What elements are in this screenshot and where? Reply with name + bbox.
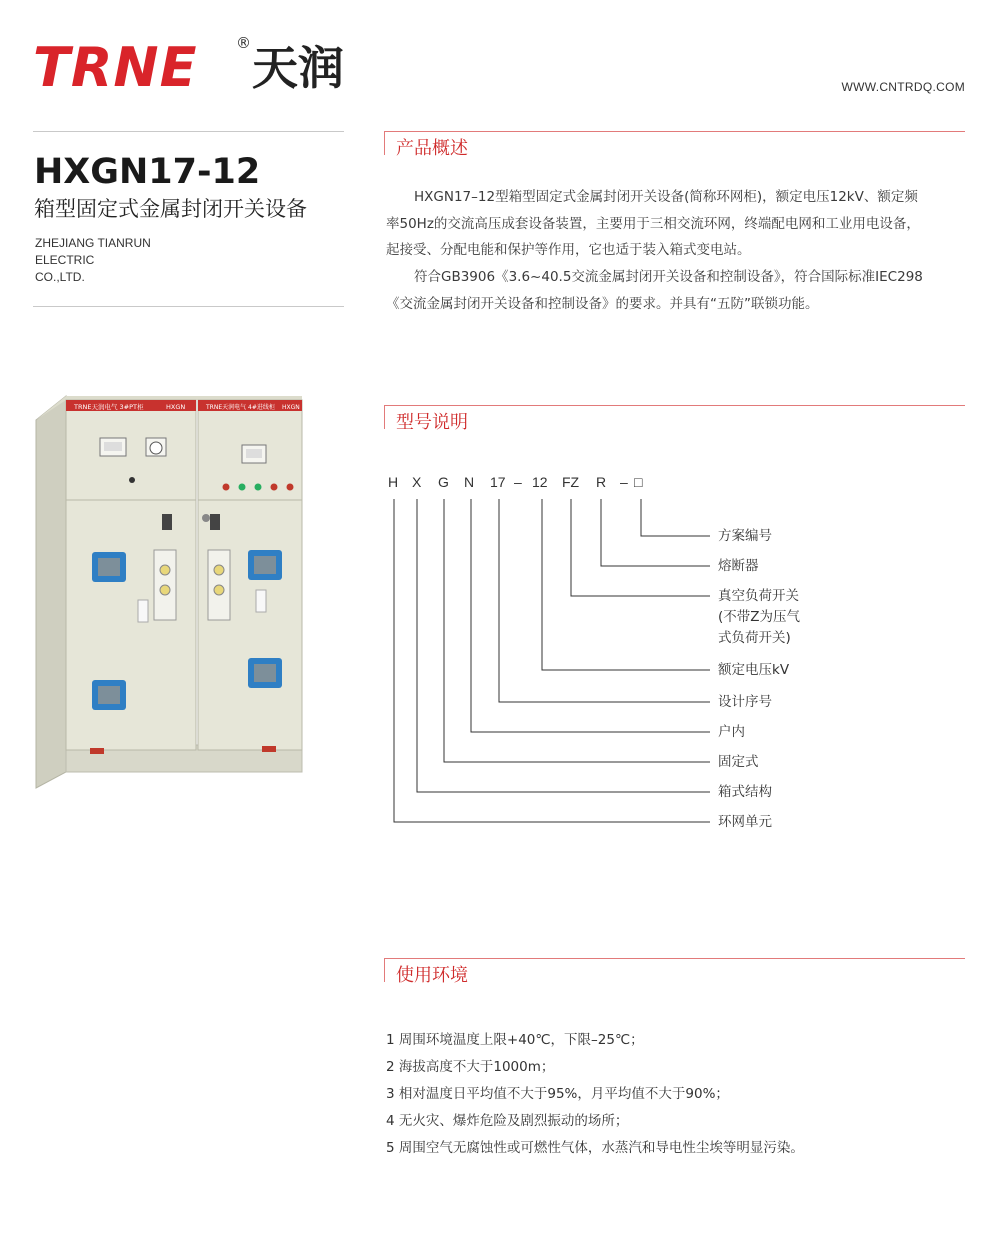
code-fz: FZ bbox=[562, 474, 580, 490]
website-url[interactable]: WWW.CNTRDQ.COM bbox=[841, 80, 965, 94]
code-g: G bbox=[438, 474, 449, 490]
environment-item-1: 1 周围环境温度上限+40℃，下限–25℃； bbox=[386, 1032, 644, 1048]
code-box: □ bbox=[634, 474, 643, 490]
label-box-structure: 箱式结构 bbox=[718, 784, 772, 800]
code-x: X bbox=[412, 474, 422, 490]
overview-p2-line-2: 《交流金属封闭开关设备和控制设备》的要求。并具有“五防”联锁功能。 bbox=[386, 295, 819, 312]
code-r: R bbox=[596, 474, 607, 490]
right-nameplate: TRNE天润电气 4#进线柜 bbox=[206, 404, 275, 411]
brand-logo: TRNE bbox=[33, 36, 198, 99]
code-n: N bbox=[464, 474, 475, 490]
overview-p1-line-2: 率50Hz的交流高压成套设备装置，主要用于三相交流环网，终端配电网和工业用电设备， bbox=[386, 215, 920, 232]
label-fuse: 熔断器 bbox=[718, 558, 759, 574]
overview-p2-line-1: 符合GB3906《3.6~40.5交流金属封闭开关设备和控制设备》，符合国际标准IEC298 bbox=[414, 269, 923, 285]
company-name-line-2: ELECTRIC bbox=[35, 253, 95, 267]
label-ring-main-unit: 环网单元 bbox=[718, 814, 772, 830]
company-name-line-1: ZHEJIANG TIANRUN bbox=[35, 236, 151, 250]
brand-name-chinese: 天润 bbox=[252, 41, 344, 95]
label-vacuum-switch-note-1: (不带Z为压气 bbox=[718, 609, 801, 625]
label-design-serial: 设计序号 bbox=[718, 694, 772, 710]
label-vacuum-switch: 真空负荷开关 bbox=[718, 588, 799, 604]
company-name-line-3: CO.,LTD. bbox=[35, 270, 85, 284]
environment-item-3: 3 相对温度日平均值不大于95%，月平均值不大于90%； bbox=[386, 1086, 729, 1102]
left-nameplate: TRNE天润电气 3#PT柜 bbox=[74, 403, 144, 411]
overview-title: 产品概述 bbox=[396, 138, 468, 159]
environment-item-5: 5 周围空气无腐蚀性或可燃性气体，水蒸汽和导电性尘埃等明显污染。 bbox=[386, 1140, 804, 1156]
right-code: HXGN bbox=[282, 404, 300, 411]
code-dash-1: – bbox=[514, 474, 522, 490]
registered-mark: ® bbox=[236, 34, 251, 52]
environment-rule bbox=[384, 958, 965, 959]
environment-item-4: 4 无火灾、爆炸危险及剧烈振动的场所； bbox=[386, 1113, 629, 1129]
overview-p1-line-3: 起接受、分配电能和保护等作用，它也适于装入箱式变电站。 bbox=[386, 242, 751, 258]
label-vacuum-switch-note-2: 式负荷开关) bbox=[718, 630, 791, 646]
environment-item-2: 2 海拔高度不大于1000m； bbox=[386, 1059, 555, 1075]
product-model: HXGN17-12 bbox=[34, 152, 261, 192]
code-12: 12 bbox=[532, 474, 548, 490]
code-h: H bbox=[388, 474, 399, 490]
code-17: 17 bbox=[490, 474, 506, 490]
environment-title: 使用环境 bbox=[396, 965, 468, 986]
code-dash-2: – bbox=[620, 474, 628, 490]
left-code: HXGN bbox=[166, 403, 186, 411]
label-indoor: 户内 bbox=[718, 724, 745, 740]
label-scheme-number: 方案编号 bbox=[718, 528, 772, 544]
model-section-title: 型号说明 bbox=[396, 412, 468, 433]
environment-tick bbox=[384, 958, 385, 982]
overview-p1-line-1: HXGN17–12型箱型固定式金属封闭开关设备(简称环网柜)，额定电压12kV、额定频 bbox=[414, 189, 918, 205]
product-name: 箱型固定式金属封闭开关设备 bbox=[34, 197, 307, 221]
label-fixed-type: 固定式 bbox=[718, 754, 759, 770]
label-rated-voltage: 额定电压kV bbox=[718, 662, 790, 678]
